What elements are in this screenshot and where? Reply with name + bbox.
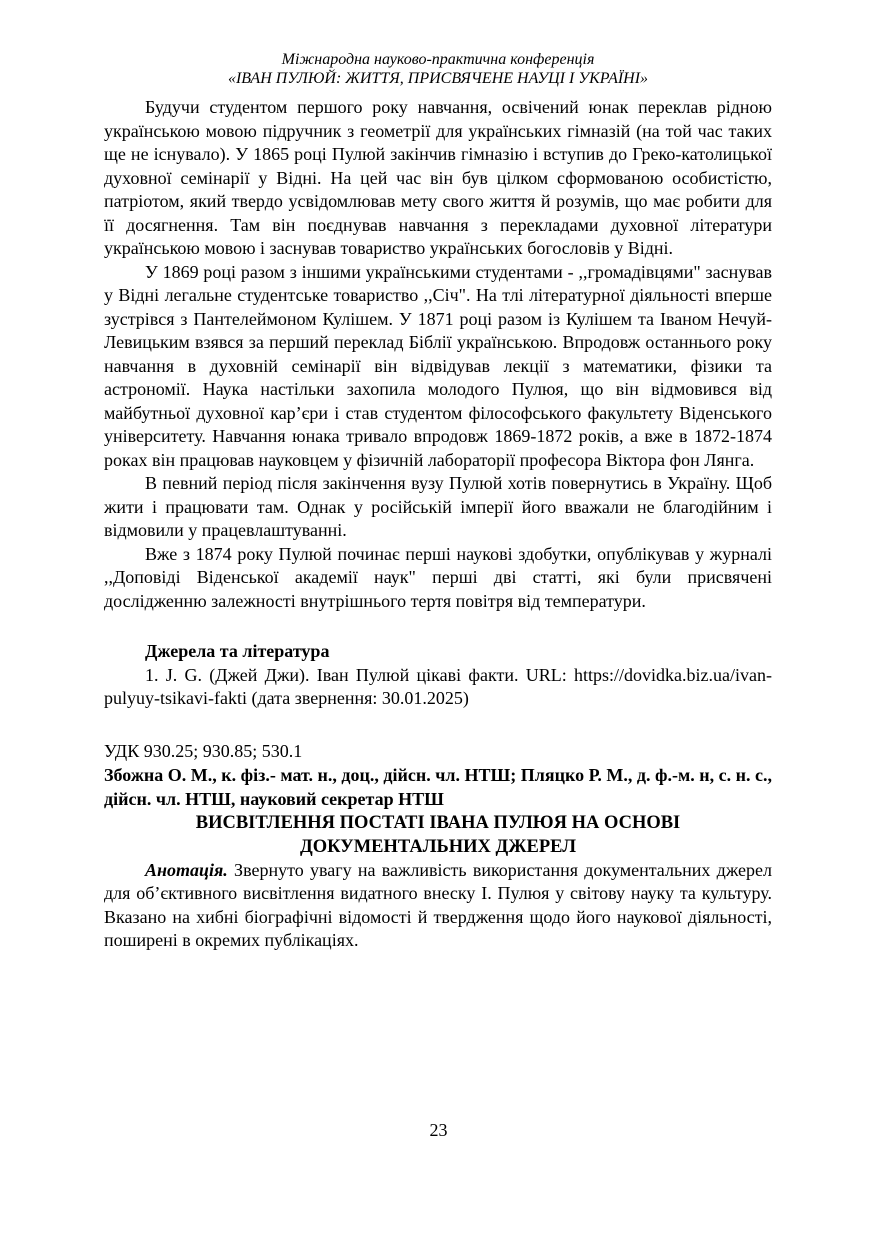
document-page	[104, 50, 772, 953]
article-title	[104, 811, 772, 859]
paragraph: У 1869 році разом з іншими українськими студентами - ,,громадівцями" заснував у Відні легальне студентське товариство ,,Січ". На тлі літературної діяльності вперше зустрівся з Пантелеймоном Кулішем. У 1871 році разом із Кулішем та Іваном Нечуй-Левицьким взявся за перший переклад Біблії українською. Впродовж останнього року навчання в духовній семінарії він відвідував лекції з математики, фізики та астрономії. Наука настільки захопила молодого Пулюя, що він відмовився від майбутньої духовної кар’єри і став студентом філософського факультету Віденського університету. Навчання юнака тривало впродовж 1869-1872 років, а вже в 1872-1874 роках він працював науковцем у фізичній лабораторії професора Віктора фон Лянга.	[104, 261, 772, 470]
authors: Збожна О. М., к. фіз.- мат. н., доц., дійсн. чл. НТШ; Пляцко Р. М., д. ф.-м. н, с. н. с., дійсн. чл. НТШ, науковий секретар НТШ	[104, 764, 772, 809]
paragraph: Вже з 1874 року Пулюй починає перші наукові здобутки, опублікував у журналі ,,Доповіді Віденської академії наук" перші дві статті, які були присвячені дослідженню залежності внутрішнього тертя повітря від температури.	[104, 543, 772, 611]
annotation-text: Звернуто увагу на важливість використання документальних джерел для об’єктивного висвітлення видатного внеску І. Пулюя у світову науку та культуру. Вказано на хибні біографічні відомості й твердження щодо його наукової діяльності, поширені в окремих публікаціях.	[104, 859, 772, 950]
page-number: 23	[429, 1120, 448, 1140]
article-title-line: ВИСВІТЛЕННЯ ПОСТАТІ ІВАНА ПУЛЮЯ НА ОСНОВІ	[195, 812, 681, 833]
references-heading: Джерела та література	[145, 641, 330, 661]
article-title-line: ДОКУМЕНТАЛЬНИХ ДЖЕРЕЛ	[299, 836, 577, 857]
header-conference: Міжнародна науково-практична конференція	[281, 51, 595, 68]
reference-item: 1. J. G. (Джей Джи). Іван Пулюй цікаві факти. URL: https://dovidka.biz.ua/ivan-pulyuy-tsikavi-fakti (дата звернення: 30.01.2025)	[104, 664, 772, 708]
annotation	[104, 859, 772, 953]
header-title: «ІВАН ПУЛЮЙ: ЖИТТЯ, ПРИСВЯЧЕНЕ НАУЦІ І УКРАЇНІ»	[227, 70, 649, 87]
annotation-label: Анотація.	[145, 859, 228, 880]
paragraph: Будучи студентом першого року навчання, освічений юнак переклав рідною українською мовою підручник з геометрії для українських гімназій (на той час таких ще не існувало). У 1865 році Пулюй закінчив гімназію і вступив до Греко-католицької духовної семінарії у Відні. На цей час він був цілком сформованою особистістю, патріотом, який твердо усвідомлював мету свого життя й розумів, що має робити для її досягнення. Там він поєднував навчання з перекладами духовної літератури українською мовою і заснував товариство українських богословів у Відні.	[104, 97, 772, 258]
udc-code: УДК 930.25; 930.85; 530.1	[104, 740, 303, 761]
paragraph: В певний період після закінчення вузу Пулюй хотів повернутись в Україну. Щоб жити і працювати там. Однак у російській імперії його вважали не благодійним і відмовили у працевлаштуванні.	[104, 473, 772, 540]
running-header	[104, 50, 772, 88]
